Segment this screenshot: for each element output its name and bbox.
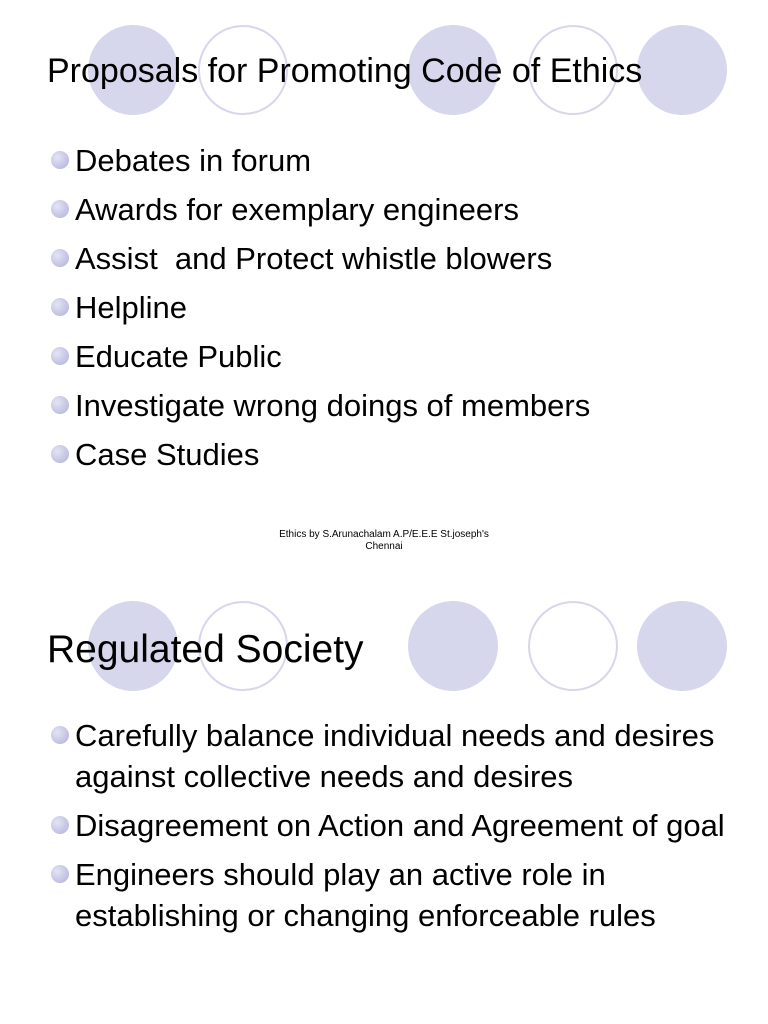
bullet-text: Carefully balance individual needs and desires against collective needs and desires (75, 718, 715, 794)
bullet-dot-icon (51, 200, 69, 218)
bullet-item (47, 805, 755, 846)
bullet-dot-icon (51, 249, 69, 267)
bullet-dot-icon (51, 347, 69, 365)
slide-regulated-society (0, 576, 768, 1024)
decorative-circle-filled (637, 601, 727, 691)
bullet-dot-icon (51, 298, 69, 316)
slide-title: Proposals for Promoting Code of Ethics (47, 52, 643, 90)
bullet-dot-icon (51, 865, 69, 883)
bullet-text: Debates in forum (75, 143, 312, 178)
bullet-text: Educate Public (75, 339, 282, 374)
bullet-text: Investigate wrong doings of members (75, 388, 591, 423)
bullet-item (47, 715, 755, 797)
bullet-text: Assist and Protect whistle blowers (75, 241, 553, 276)
bullet-list (47, 715, 755, 944)
bullet-list (47, 140, 590, 483)
bullet-text: Case Studies (75, 437, 260, 472)
bullet-text: Helpline (75, 290, 188, 325)
footer-line-1: Ethics by S.Arunachalam A.P/E.E.E St.joseph's (279, 529, 489, 540)
bullet-item (47, 434, 590, 483)
bullet-item (47, 189, 590, 238)
bullet-dot-icon (51, 396, 69, 414)
decorative-circle-filled (408, 601, 498, 691)
footer-line-2: Chennai (365, 541, 403, 552)
bullet-item (47, 238, 590, 287)
slide-title: Regulated Society (47, 628, 364, 671)
bullet-item (47, 336, 590, 385)
bullet-dot-icon (51, 151, 69, 169)
decorative-circle-outline (528, 601, 618, 691)
bullet-item (47, 140, 590, 189)
decorative-circle-filled (637, 25, 727, 115)
bullet-dot-icon (51, 726, 69, 744)
bullet-text: Disagreement on Action and Agreement of goal (75, 808, 725, 843)
bullet-item (47, 287, 590, 336)
bullet-dot-icon (51, 445, 69, 463)
bullet-item (47, 385, 590, 434)
bullet-text: Engineers should play an active role in establishing or changing enforceable rules (75, 857, 656, 933)
bullet-item (47, 854, 755, 936)
bullet-dot-icon (51, 816, 69, 834)
bullet-text: Awards for exemplary engineers (75, 192, 519, 227)
slide-footer (0, 529, 768, 553)
